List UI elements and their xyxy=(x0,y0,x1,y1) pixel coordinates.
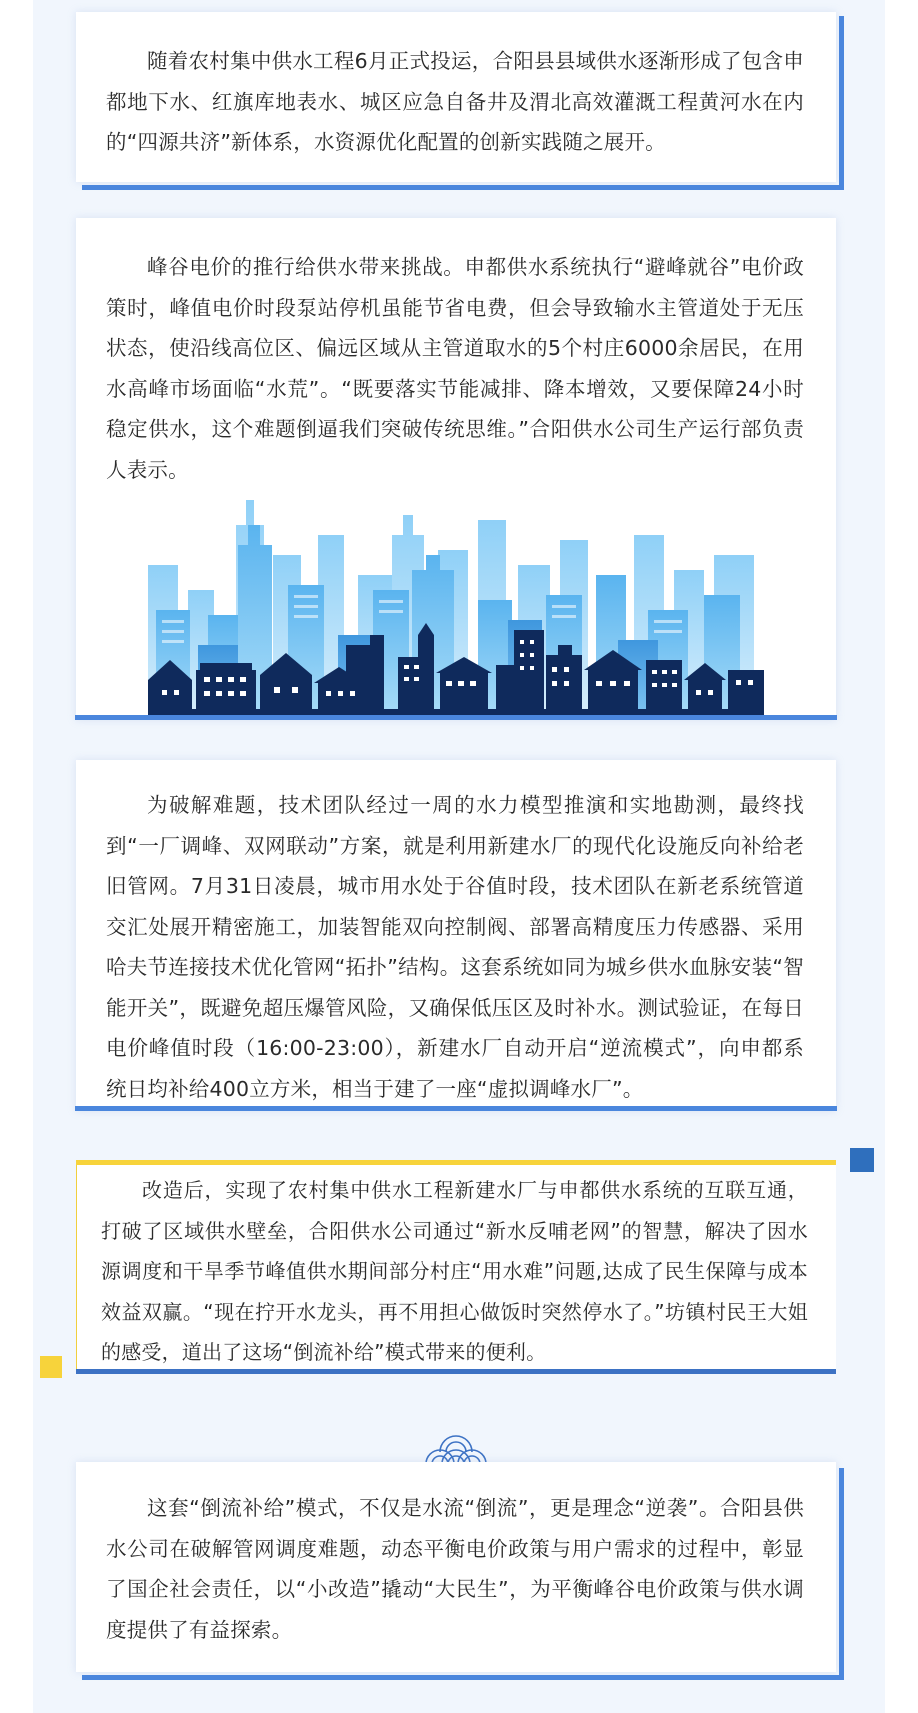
cloud-ornament-icon xyxy=(420,1434,492,1464)
decorative-yellow-square xyxy=(40,1356,62,1378)
card-5-bottom-border xyxy=(82,1675,844,1680)
card-1-bottom-border xyxy=(82,185,844,190)
card-1-right-border xyxy=(839,16,844,190)
text-card-5 xyxy=(76,1462,836,1672)
paragraph-3: 为破解难题，技术团队经过一周的水力模型推演和实地勘测，最终找到“一厂调峰、双网联动”方案，就是利用新建水厂的现代化设施反向补给老旧管网。7月31日凌晨，城市用水处于谷值时段，技术团队在新老系统管道交汇处展开精密施工，加装智能双向控制阀、部署高精度压力传感器、采用哈夫节连接技术优化管网“拓扑”结构。这套系统如同为城乡供水血脉安装“智能开关”，既避免超压爆管风险，又确保低压区及时补水。测试验证，在每日电价峰值时段（16:00-23:00），新建水厂自动开启“逆流模式”，向申都系统日均补给400立方米，相当于建了一座“虚拟调峰水厂”。 xyxy=(106,793,804,1101)
card-4-top-border xyxy=(76,1160,837,1165)
card-4-bottom-border xyxy=(76,1369,837,1374)
card-5-right-border xyxy=(839,1468,844,1680)
text-card-4 xyxy=(76,1160,836,1374)
paragraph-4: 改造后，实现了农村集中供水工程新建水厂与申都供水系统的互联互通，打破了区域供水壁垒，合阳供水公司通过“新水反哺老网”的智慧，解决了因水源调度和干旱季节峰值供水期间部分村庄“用水难”问题,达成了民生保障与成本效益双赢。“现在拧开水龙头，再不用担心做饭时突然停水了。”坊镇村民王大姐的感受，道出了这场“倒流补给”模式带来的便利。 xyxy=(101,1178,808,1364)
card-2-bottom-border xyxy=(75,715,837,720)
paragraph-5: 这套“倒流补给”模式，不仅是水流“倒流”，更是理念“逆袭”。合阳县供水公司在破解管网调度难题，动态平衡电价政策与用户需求的过程中，彰显了国企社会责任，以“小改造”撬动“大民生”，为平衡峰谷电价政策与供水调度提供了有益探索。 xyxy=(106,1496,804,1642)
text-card-3 xyxy=(76,760,836,1111)
paragraph-1: 随着农村集中供水工程6月正式投运，合阳县县域供水逐渐形成了包含申都地下水、红旗库地表水、城区应急自备井及渭北高效灌溉工程黄河水在内的“四源共济”新体系，水资源优化配置的创新实践随之展开。 xyxy=(106,49,804,154)
decorative-blue-square xyxy=(850,1148,874,1172)
city-skyline-illustration xyxy=(148,495,764,715)
paragraph-2: 峰谷电价的推行给供水带来挑战。申都供水系统执行“避峰就谷”电价政策时，峰值电价时段泵站停机虽能节省电费，但会导致输水主管道处于无压状态，使沿线高位区、偏远区域从主管道取水的5个村庄6000余居民，在用水高峰市场面临“水荒”。“既要落实节能减排、降本增效，又要保障24小时稳定供水，这个难题倒逼我们突破传统思维。”合阳供水公司生产运行部负责人表示。 xyxy=(106,255,804,482)
card-3-bottom-border xyxy=(75,1106,837,1111)
text-card-1 xyxy=(76,12,836,182)
